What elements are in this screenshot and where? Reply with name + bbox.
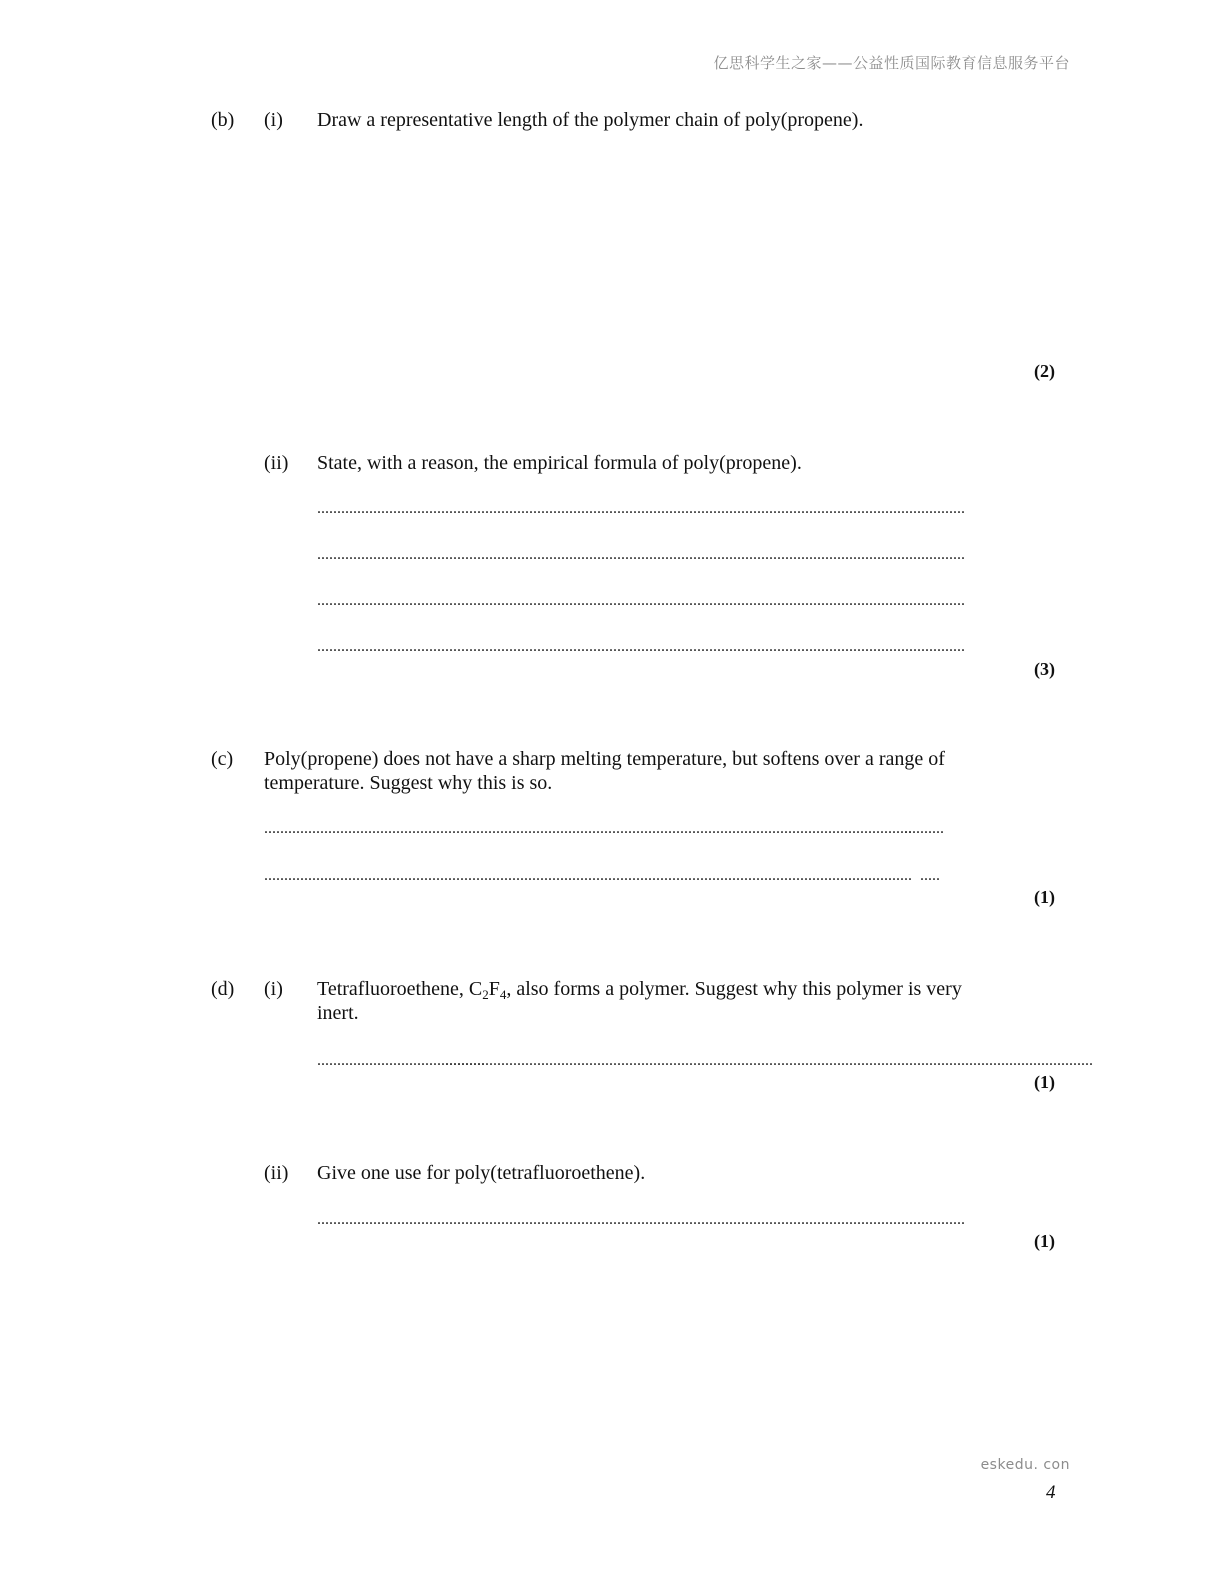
part-b-ii-marks: (3) [1034,659,1055,679]
part-c-marks: (1) [1034,887,1055,907]
answer-line-tail: ..... [920,867,940,884]
answer-line[interactable]: .................................................................................................................................................................. [317,500,965,517]
part-d-i-label: (i) [264,978,283,1000]
part-b-ii-question: State, with a reason, the empirical formula of poly(propene). [317,452,802,474]
part-b-i-label: (i) [264,109,283,131]
answer-line[interactable]: .................................................................................................................................................................. [445,1052,1093,1069]
part-d-ii-marks: (1) [1034,1231,1055,1251]
answer-line[interactable]: .................................................................................................................................................................. [264,820,912,837]
answer-line-tail: .......... [904,820,944,837]
footer-watermark: eskedu. con [980,1457,1070,1473]
part-b-i-question: Draw a representative length of the polymer chain of poly(propene). [317,109,864,131]
answer-line[interactable]: .................................................................................................................................................................. [317,638,965,655]
answer-line[interactable]: .................................................................................................................................................................. [317,546,965,563]
answer-line[interactable]: .................................................................................................................................................................. [317,592,965,609]
answer-line[interactable]: .................................................................................................................................................................. [317,1211,965,1228]
part-d-ii-label: (ii) [264,1162,289,1184]
part-c-label: (c) [211,748,234,770]
part-c-question: Poly(propene) does not have a sharp melting temperature, but softens over a range of temperature. Suggest why this is so. [264,748,945,794]
answer-line[interactable]: .................................................................................................................................................................. [264,867,912,884]
part-b-i-marks: (2) [1034,361,1055,381]
header-watermark: 亿思科学生之家——公益性质国际教育信息服务平台 [713,54,1070,72]
part-b-label: (b) [211,109,235,131]
part-d-label: (d) [211,978,235,1000]
part-d-ii-question: Give one use for poly(tetrafluoroethene). [317,1162,646,1184]
part-b-ii-label: (ii) [264,452,289,474]
part-d-i-marks: (1) [1034,1072,1055,1092]
page-number: 4 [1046,1482,1056,1503]
answer-line[interactable]: .......................................... [317,1052,485,1069]
part-d-i-question: Tetrafluoroethene, $C_2F_4$, also forms a polymer. Suggest why this polymer is very inert. [317,978,962,1024]
